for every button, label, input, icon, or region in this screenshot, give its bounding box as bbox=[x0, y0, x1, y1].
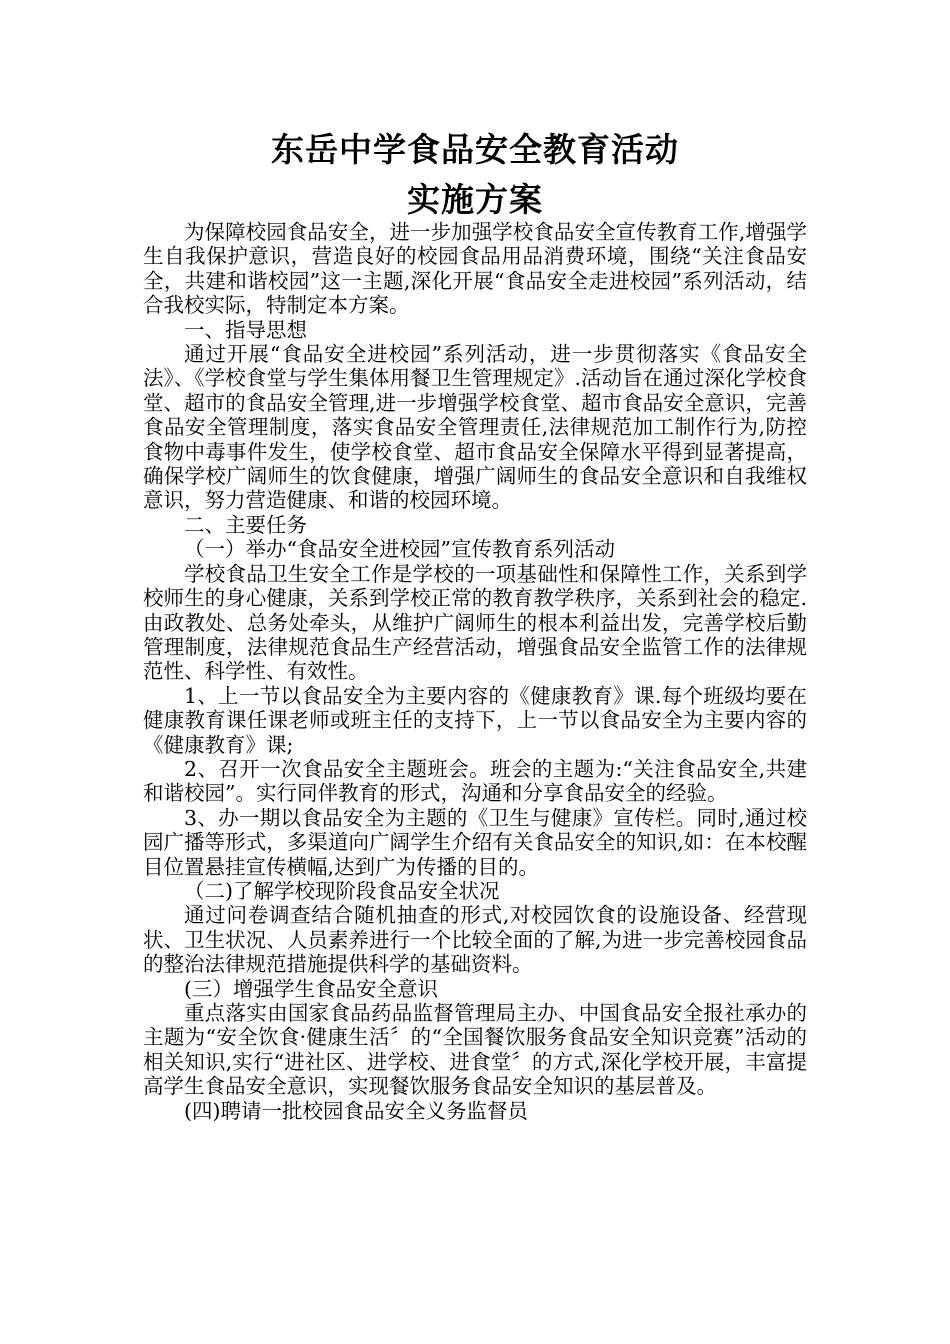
document-title: 东岳中学食品安全教育活动 bbox=[271, 130, 679, 169]
task-1-item-3: 3、办一期以食品安全为主题的《卫生与健康》宣传栏。同时,通过校园广播等形式，多渠道向广阔学生介绍有关食品安全的知识,如：在本校醒目位置悬挂宣传横幅,达到广为传播的目的。 bbox=[143, 805, 807, 879]
guiding-thought-paragraph: 通过开展“食品安全进校园”系列活动，进一步贯彻落实《食品安全法》、《学校食堂与学生集体用餐卫生管理规定》.活动旨在通过深化学校食堂、超市的食品安全管理,进一步增强学校食堂、超市食品安全意识，完善食品安全管理制度，落实食品安全管理责任,法律规范加工制作行为,防控食物中毒事件发生，使学校食堂、超市食品安全保障水平得到显著提高，确保学校广阔师生的饮食健康，增强广阔师生的食品安全意识和自我维权意识，努力营造健康、和谐的校园环境。 bbox=[143, 342, 807, 513]
document-body bbox=[143, 220, 807, 1123]
subsection-heading-2: （二)了解学校现阶段食品安全状况 bbox=[184, 878, 500, 903]
task-1-item-2: 2、召开一次食品安全主题班会。班会的主题为:“关注食品安全,共建和谐校园”。实行同伴教育的形式，沟通和分享食品安全的经验。 bbox=[143, 756, 807, 806]
task-2-paragraph: 通过问卷调查结合随机抽查的形式,对校园饮食的设施设备、经营现状、卫生状况、人员素养进行一个比较全面的了解,为进一步完善校园食品的整治法律规范措施提供科学的基础资料。 bbox=[143, 903, 807, 977]
subsection-heading-1: （一）举办“食品安全进校园”宣传教育系列活动 bbox=[184, 537, 615, 562]
section-heading-main-tasks: 二、主要任务 bbox=[184, 512, 307, 537]
intro-paragraph: 为保障校园食品安全，进一步加强学校食品安全宣传教育工作,增强学生自我保护意识，营造良好的校园食品用品消费环境，围绕“关注食品安全，共建和谐校园”这一主题,深化开展“食品安全走进校园”系列活动，结合我校实际，特制定本方案。 bbox=[143, 220, 807, 318]
document-subtitle: 实施方案 bbox=[407, 180, 543, 219]
subsection-heading-4: (四)聘请一批校园食品安全义务监督员 bbox=[184, 1098, 528, 1123]
task-1-paragraph: 学校食品卫生安全工作是学校的一项基础性和保障性工作，关系到学校师生的身心健康，关系到学校正常的教育教学秩序，关系到社会的稳定.由政教处、总务处牵头，从维护广阔师生的根本利益出发，完善学校后勤管理制度，法律规范食品生产经营活动，增强食品安全监管工作的法律规范性、科学性、有效性。 bbox=[143, 561, 807, 684]
subsection-heading-3: (三）增强学生食品安全意识 bbox=[184, 976, 438, 1001]
task-1-item-1: 1、上一节以食品安全为主要内容的《健康教育》课.每个班级均要在健康教育课任课老师或班主任的支持下，上一节以食品安全为主要内容的《健康教育》课; bbox=[143, 683, 807, 757]
section-heading-guiding-thought: 一、指导思想 bbox=[184, 317, 307, 342]
task-3-paragraph: 重点落实由国家食品药品监督管理局主办、中国食品安全报社承办的主题为“安全饮食·健康生活〞的“全国餐饮服务食品安全知识竞赛”活动的相关知识,实行“进社区、进学校、进食堂〞的方式,深化学校开展，丰富提高学生食品安全意识，实现餐饮服务食品安全知识的基层普及。 bbox=[143, 1001, 807, 1099]
